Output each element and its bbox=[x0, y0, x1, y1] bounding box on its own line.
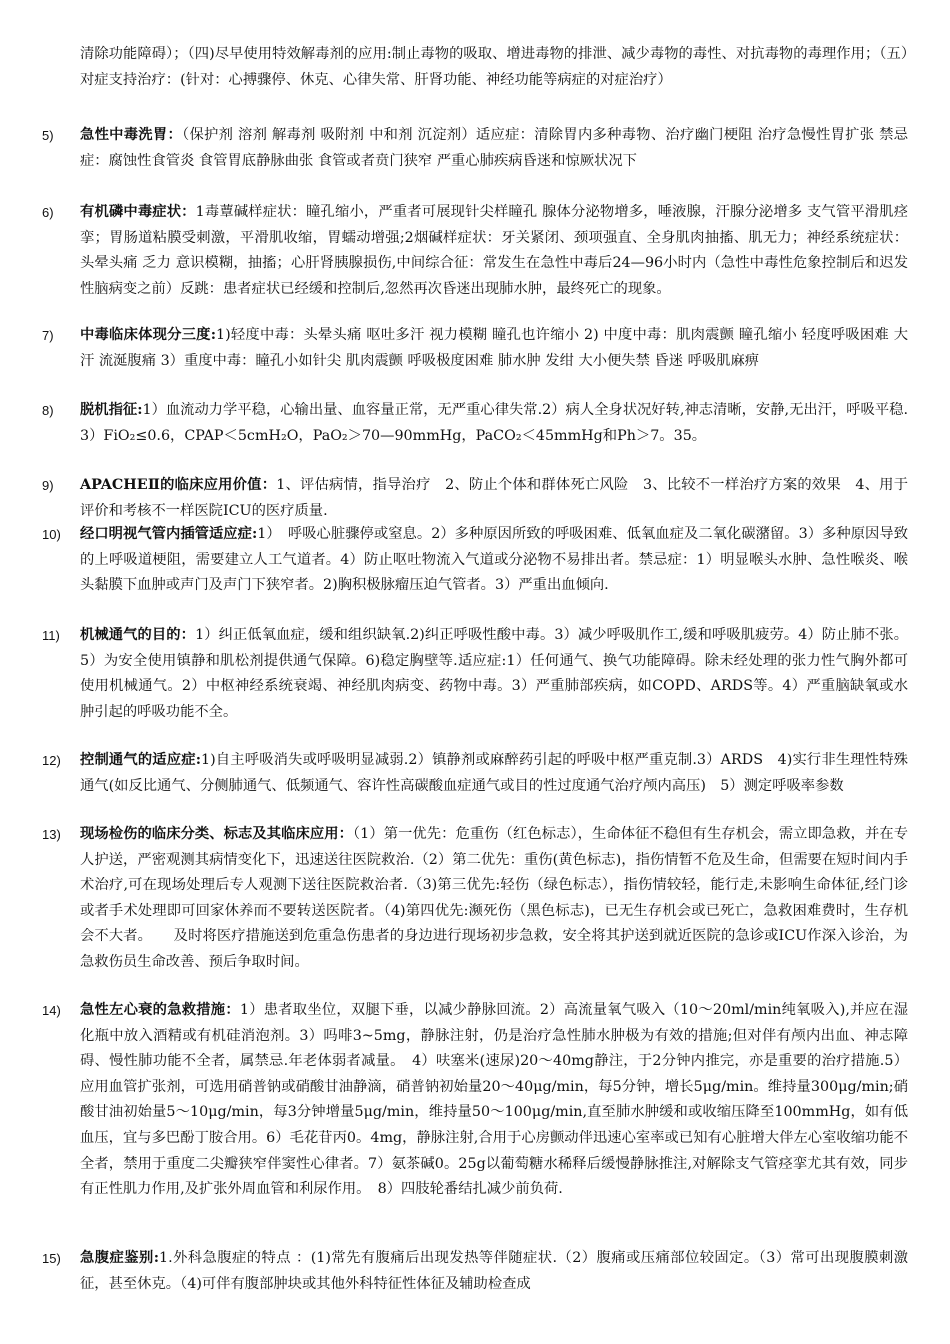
item-number: 8) bbox=[42, 403, 54, 418]
item-title: 急腹症鉴别: bbox=[80, 1250, 159, 1266]
item-text bbox=[80, 522, 908, 599]
item-number: 15) bbox=[42, 1251, 61, 1266]
lead-paragraph: 清除功能障碍）；（四)尽早使用特效解毒剂的应用:制止毒物的吸取、增进毒物的排泄、减少毒物的毒性、对抗毒物的毒理作用；（五）对症支持治疗：(针对：心搏骤停、休克、心律失常、肝肾功能、神经功能等病症的对症治疗） bbox=[80, 46, 908, 88]
item-number: 5) bbox=[42, 128, 54, 143]
item-title: 中毒临床体现分三度: bbox=[80, 327, 216, 343]
item-body: 1）血流动力学平稳，心输出量、血容量正常，无严重心律失常.2）病人全身状况好转,神志清晰，安静,无出汗，呼吸平稳.3）FiO₂≤0.6，CPAP＜5cmH₂O，PaO₂＞70—90mmHg，PaCO₂＜45mmHg和Ph＞7。35。 bbox=[80, 402, 908, 444]
item-number: 12) bbox=[42, 753, 61, 768]
item-title: APACHEⅡ的临床应用价值： bbox=[80, 477, 277, 493]
item-title: 控制通气的适应症: bbox=[80, 752, 201, 768]
item-body: 1、评估病情，指导治疗 2、防止个体和群体死亡风险 3、比较不一样治疗方案的效果 4、用于评价和考核不一样医院ICU的医疗质量. bbox=[80, 477, 908, 519]
item-text bbox=[80, 473, 908, 524]
item-number: 6) bbox=[42, 205, 54, 220]
item-body: 1.外科急腹症的特点 ：(1)常先有腹痛后出现发热等伴随症状.（2）腹痛或压痛部位较固定。（3）常可出现腹膜刺激征，甚至休克。（4)可伴有腹部肿块或其他外科特征性体征及辅助检查成 bbox=[80, 1250, 908, 1292]
item-text bbox=[80, 323, 908, 374]
item-number: 13) bbox=[42, 827, 61, 842]
item-number: 9) bbox=[42, 478, 54, 493]
item-title: 急性中毒洗胃： bbox=[80, 127, 183, 143]
item-body: 1)轻度中毒：头晕头痛 呕吐多汗 视力模糊 瞳孔也许缩小 2) 中度中毒：肌肉震颤 瞳孔缩小 轻度呼吸困难 大汗 流涎腹痛 3）重度中毒：瞳孔小如针尖 肌肉震颤 呼吸极度困难 肺水肿 发绀 大小便失禁 昏迷 呼吸肌麻痹 bbox=[80, 327, 909, 369]
item-text bbox=[80, 623, 908, 725]
item-body: 1)自主呼吸消失或呼吸明显减弱.2）镇静剂或麻醉药引起的呼吸中枢严重克制.3）ARDS 4)实行非生理性特殊通气(如反比通气、分侧肺通气、低频通气、容许性高碳酸血症通气或目的性过度通气治疗颅内高压) 5）测定呼吸率参数 bbox=[80, 752, 908, 794]
item-text bbox=[80, 748, 908, 799]
item-title: 急性左心衰的急救措施： bbox=[80, 1002, 240, 1018]
item-body: （1）第一优先：危重伤（红色标志），生命体征不稳但有生存机会，需立即急救，并在专人护送，严密观测其病情变化下，迅速送往医院救治.（2）第二优先：重伤(黄色标志)，指伤情暂不危及生命，但需要在短时间内手术治疗,可在现场处理后专人观测下送往医院救治者.（3)第三优先:轻伤（绿色标志），指伤情较轻，能行走,未影响生命体征,经门诊或者手术处理即可回家休养而不要转送医院者。（4)第四优先:濒死伤（黑色标志)，已无生存机会或已死亡，急救困难费时，生存机会不大者。 及时将医疗措施送到危重急伤患者的身边进行现场初步急救，安全将其护送到就近医院的急诊或ICU作深入诊治，为急救伤员生命改善、预后争取时间。 bbox=[80, 826, 909, 970]
item-body: 1）纠正低氧血症，缓和组织缺氧.2)纠正呼吸性酸中毒。3）减少呼吸肌作工,缓和呼吸肌疲劳。4）防止肺不张。5）为安全使用镇静和肌松剂提供通气保障。6)稳定胸壁等.适应症:1）任何通气、换气功能障碍。除未经处理的张力性气胸外都可使用机械通气。2）中枢神经系统衰竭、神经肌肉病变、药物中毒。3）严重肺部疾病，如COPD、ARDS等。4）严重脑缺氧或水肿引起的呼吸功能不全。 bbox=[80, 627, 909, 720]
item-body: （保护剂 溶剂 解毒剂 吸附剂 中和剂 沉淀剂）适应症：清除胃内多种毒物、治疗幽门梗阻 治疗急慢性胃扩张 禁忌症：腐蚀性食管炎 食管胃底静脉曲张 食管或者贲门狭窄 严重心肺疾病昏迷和惊厥状况下 bbox=[80, 127, 908, 169]
item-title: 有机磷中毒症状： bbox=[80, 204, 196, 220]
item-body: 1） 呼吸心脏骤停或窒息。2）多种原因所致的呼吸困难、低氧血症及二氧化碳潴留。3）多种原因导致的上呼吸道梗阻，需要建立人工气道者。4）防止呕吐物流入气道或分泌物不易排出者。禁忌症：1）明显喉头水肿、急性喉炎、喉头黏膜下血肿或声门及声门下狭窄者。2)胸积极脉瘤压迫气管者。3）严重出血倾向. bbox=[80, 526, 908, 594]
item-text bbox=[80, 998, 908, 1203]
item-text bbox=[80, 398, 908, 449]
item-text bbox=[80, 1246, 908, 1297]
item-title: 机械通气的目的： bbox=[80, 627, 196, 643]
item-number: 14) bbox=[42, 1003, 61, 1018]
item-title: 现场检伤的临床分类、标志及其临床应用： bbox=[80, 826, 353, 842]
item-body: 1毒蕈碱样症状：瞳孔缩小，严重者可展现针尖样瞳孔 腺体分泌物增多，唾液腺，汗腺分泌增多 支气管平滑肌痉挛；胃肠道粘膜受刺激，平滑肌收缩，胃蠕动增强;2烟碱样症状：牙关紧闭、颈项强直、全身肌肉抽搐、肌无力；神经系统症状：头晕头痛 乏力 意识模糊，抽搐；心肝肾胰腺损伤,中间综合征：常发生在急性中毒后24—96小时内（急性中毒性危象控制后和迟发性脑病变之前）反跳：患者症状已经缓和控制后,忽然再次昏迷出现肺水肿，最终死亡的现象。 bbox=[80, 204, 909, 297]
item-number: 10) bbox=[42, 527, 61, 542]
item-text bbox=[80, 200, 908, 302]
item-body: 1）患者取坐位，双腿下垂，以减少静脉回流。2）高流量氧气吸入（10～20ml/min纯氧吸入),并应在湿化瓶中放入酒精或有机硅消泡剂。3）吗啡3~5mg，静脉注射，仍是治疗急性肺水肿极为有效的措施;但对伴有颅内出血、神志障碍、慢性肺功能不全者，属禁忌.年老体弱者减量。 4）呋塞米(速尿)20～40mg静注，于2分钟内推完，亦是重要的治疗措施.5）应用血管扩张剂，可选用硝普钠或硝酸甘油静滴，硝普钠初始量20～40μg/min，每5分钟，增长5μg/min。维持量300μg/min;硝酸甘油初始量5～10μg/min，每3分钟增量5μg/min，维持量50～100μg/min,直至肺水肿缓和或收缩压降至100mmHg，如有低血压，宜与多巴酚丁胺合用。6）毛花苷丙0。4mg，静脉注射,合用于心房颤动伴迅速心室率或已知有心脏增大伴左心室收缩功能不全者，禁用于重度二尖瓣狭窄伴窦性心律者。7）氨茶碱0。25g以葡萄糖水稀释后缓慢静脉推注,对解除支气管痉挛尤其有效，同步有正性肌力作用,及扩张外周血管和利尿作用。 8）四肢轮番结扎减少前负荷. bbox=[80, 1002, 909, 1198]
item-title: 经口明视气管内插管适应症: bbox=[80, 526, 258, 542]
item-number: 11) bbox=[42, 628, 60, 643]
item-number: 7) bbox=[42, 328, 54, 343]
item-title: 脱机指征: bbox=[80, 402, 143, 418]
item-text bbox=[80, 123, 908, 174]
item-text bbox=[80, 822, 908, 976]
